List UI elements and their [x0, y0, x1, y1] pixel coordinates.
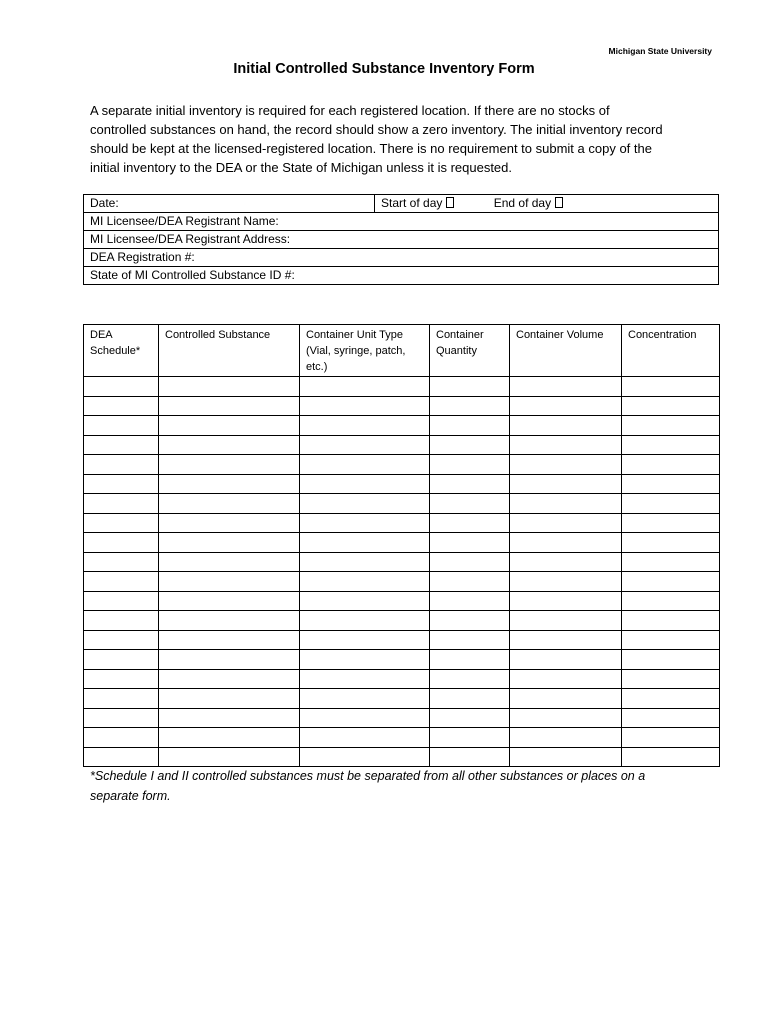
organization-name: Michigan State University: [608, 46, 712, 56]
inventory-body: [84, 377, 720, 767]
cell-container-volume[interactable]: [510, 669, 622, 689]
cell-dea-schedule[interactable]: [84, 533, 159, 553]
cell-controlled-substance[interactable]: [159, 513, 300, 533]
registrant-name-label: MI Licensee/DEA Registrant Name:: [90, 214, 279, 228]
header-text-line: Container: [436, 329, 484, 341]
intro-line: initial inventory to the DEA or the State of Michigan unless it is requested.: [90, 160, 513, 175]
cell-container-unit-type[interactable]: [300, 552, 430, 572]
cell-container-unit-type[interactable]: [300, 494, 430, 514]
inventory-table: [83, 324, 720, 767]
inventory-row: [84, 669, 720, 689]
cell-container-volume[interactable]: [510, 513, 622, 533]
cell-container-quantity[interactable]: [430, 669, 510, 689]
date-label: Date:: [90, 196, 119, 210]
start-of-day-checkbox[interactable]: [446, 197, 454, 208]
inventory-row: [84, 591, 720, 611]
cell-dea-schedule[interactable]: [84, 650, 159, 670]
cell-container-quantity[interactable]: [430, 611, 510, 631]
cell-controlled-substance[interactable]: [159, 474, 300, 494]
inventory-row: [84, 416, 720, 436]
cell-container-quantity[interactable]: [430, 708, 510, 728]
inventory-row: [84, 728, 720, 748]
inventory-row: [84, 377, 720, 397]
cell-dea-schedule[interactable]: [84, 689, 159, 709]
cell-concentration[interactable]: [622, 533, 720, 553]
registrant-info-table: [83, 194, 719, 285]
cell-container-volume[interactable]: [510, 611, 622, 631]
cell-concentration[interactable]: [622, 435, 720, 455]
header-container-volume: [510, 325, 622, 377]
cell-container-unit-type[interactable]: [300, 611, 430, 631]
cell-concentration[interactable]: [622, 494, 720, 514]
cell-controlled-substance[interactable]: [159, 591, 300, 611]
cell-concentration[interactable]: [622, 455, 720, 475]
cell-dea-schedule[interactable]: [84, 669, 159, 689]
cell-container-unit-type[interactable]: [300, 396, 430, 416]
cell-container-volume[interactable]: [510, 455, 622, 475]
cell-controlled-substance[interactable]: [159, 650, 300, 670]
cell-controlled-substance[interactable]: [159, 377, 300, 397]
registrant-address-label: MI Licensee/DEA Registrant Address:: [90, 232, 291, 246]
cell-dea-schedule[interactable]: [84, 377, 159, 397]
cell-container-unit-type[interactable]: [300, 533, 430, 553]
registrant-name-field[interactable]: [84, 213, 719, 231]
cell-concentration[interactable]: [622, 377, 720, 397]
header-text-line: Concentration: [628, 329, 697, 341]
dea-registration-field[interactable]: [84, 249, 719, 267]
cell-concentration[interactable]: [622, 728, 720, 748]
inventory-row: [84, 455, 720, 475]
cell-dea-schedule[interactable]: [84, 552, 159, 572]
header-text-line: etc.): [306, 361, 328, 373]
dea-registration-row: [84, 249, 719, 267]
form-title: Initial Controlled Substance Inventory Form: [233, 61, 535, 77]
header-concentration: [622, 325, 720, 377]
cell-dea-schedule[interactable]: [84, 572, 159, 592]
address-row: [84, 231, 719, 249]
header-text-line: DEA: [90, 329, 113, 341]
cell-concentration[interactable]: [622, 416, 720, 436]
cell-controlled-substance[interactable]: [159, 396, 300, 416]
inventory-row: [84, 650, 720, 670]
cell-concentration[interactable]: [622, 474, 720, 494]
cell-concentration[interactable]: [622, 396, 720, 416]
cell-container-quantity[interactable]: [430, 552, 510, 572]
cell-container-volume[interactable]: [510, 591, 622, 611]
cell-container-unit-type[interactable]: [300, 513, 430, 533]
inventory-row: [84, 474, 720, 494]
inventory-header-row: [84, 325, 720, 377]
cell-container-quantity[interactable]: [430, 591, 510, 611]
name-row: [84, 213, 719, 231]
start-of-day-label: Start of day: [381, 196, 443, 210]
inventory-row: [84, 630, 720, 650]
header-container-unit-type: [300, 325, 430, 377]
cell-container-unit-type[interactable]: [300, 572, 430, 592]
cell-dea-schedule[interactable]: [84, 396, 159, 416]
header-text-line: (Vial, syringe, patch,: [306, 345, 406, 357]
cell-dea-schedule[interactable]: [84, 611, 159, 631]
footnote-line: separate form.: [90, 789, 171, 803]
state-id-row: [84, 267, 719, 285]
header-controlled-substance: [159, 325, 300, 377]
date-field[interactable]: [84, 195, 375, 213]
cell-container-unit-type[interactable]: [300, 650, 430, 670]
dea-registration-label: DEA Registration #:: [90, 250, 195, 264]
cell-container-volume[interactable]: [510, 474, 622, 494]
cell-container-volume[interactable]: [510, 689, 622, 709]
cell-container-unit-type[interactable]: [300, 591, 430, 611]
cell-container-quantity[interactable]: [430, 533, 510, 553]
cell-controlled-substance[interactable]: [159, 455, 300, 475]
cell-controlled-substance[interactable]: [159, 416, 300, 436]
cell-dea-schedule[interactable]: [84, 435, 159, 455]
cell-container-quantity[interactable]: [430, 435, 510, 455]
cell-container-volume[interactable]: [510, 377, 622, 397]
header-text-line: Quantity: [436, 345, 477, 357]
inventory-row: [84, 533, 720, 553]
cell-container-quantity[interactable]: [430, 416, 510, 436]
inventory-row: [84, 494, 720, 514]
cell-container-volume[interactable]: [510, 728, 622, 748]
cell-dea-schedule[interactable]: [84, 416, 159, 436]
header-text-line: Container Unit Type: [306, 329, 404, 341]
cell-container-unit-type[interactable]: [300, 669, 430, 689]
cell-controlled-substance[interactable]: [159, 689, 300, 709]
cell-concentration[interactable]: [622, 572, 720, 592]
footnote: [90, 766, 710, 806]
inventory-row: [84, 435, 720, 455]
cell-container-volume[interactable]: [510, 533, 622, 553]
cell-container-volume[interactable]: [510, 552, 622, 572]
cell-controlled-substance[interactable]: [159, 533, 300, 553]
header-dea-schedule: [84, 325, 159, 377]
cell-container-quantity[interactable]: [430, 650, 510, 670]
cell-dea-schedule[interactable]: [84, 455, 159, 475]
cell-container-volume[interactable]: [510, 396, 622, 416]
cell-container-volume[interactable]: [510, 630, 622, 650]
cell-dea-schedule[interactable]: [84, 513, 159, 533]
cell-container-volume[interactable]: [510, 747, 622, 767]
cell-controlled-substance[interactable]: [159, 435, 300, 455]
cell-concentration[interactable]: [622, 669, 720, 689]
cell-container-unit-type[interactable]: [300, 708, 430, 728]
header-text-line: Controlled Substance: [165, 329, 271, 341]
cell-controlled-substance[interactable]: [159, 572, 300, 592]
cell-container-unit-type[interactable]: [300, 435, 430, 455]
cell-concentration[interactable]: [622, 747, 720, 767]
cell-container-volume[interactable]: [510, 650, 622, 670]
cell-controlled-substance[interactable]: [159, 747, 300, 767]
cell-container-quantity[interactable]: [430, 474, 510, 494]
cell-dea-schedule[interactable]: [84, 474, 159, 494]
intro-line: controlled substances on hand, the record should show a zero inventory. The initial inventory record: [90, 122, 663, 137]
cell-controlled-substance[interactable]: [159, 669, 300, 689]
cell-concentration[interactable]: [622, 630, 720, 650]
cell-container-quantity[interactable]: [430, 747, 510, 767]
registrant-address-field[interactable]: [84, 231, 719, 249]
cell-container-unit-type[interactable]: [300, 728, 430, 748]
cell-container-unit-type[interactable]: [300, 416, 430, 436]
cell-dea-schedule[interactable]: [84, 747, 159, 767]
inventory-row: [84, 552, 720, 572]
cell-controlled-substance[interactable]: [159, 494, 300, 514]
cell-container-unit-type[interactable]: [300, 689, 430, 709]
inventory-row: [84, 611, 720, 631]
inventory-row: [84, 747, 720, 767]
cell-container-unit-type[interactable]: [300, 630, 430, 650]
cell-container-quantity[interactable]: [430, 494, 510, 514]
cell-dea-schedule[interactable]: [84, 708, 159, 728]
cell-container-unit-type[interactable]: [300, 455, 430, 475]
cell-dea-schedule[interactable]: [84, 630, 159, 650]
inventory-row: [84, 572, 720, 592]
cell-concentration[interactable]: [622, 708, 720, 728]
cell-concentration[interactable]: [622, 650, 720, 670]
intro-paragraph: [90, 101, 730, 177]
cell-container-quantity[interactable]: [430, 396, 510, 416]
date-row: [84, 195, 719, 213]
end-of-day-label: End of day: [493, 196, 552, 210]
intro-line: A separate initial inventory is required for each registered location. If there are no stocks of: [90, 103, 610, 118]
intro-line: should be kept at the licensed-registered location. There is no requirement to submit a copy of the: [90, 141, 652, 156]
cell-container-volume[interactable]: [510, 572, 622, 592]
inventory-row: [84, 708, 720, 728]
cell-dea-schedule[interactable]: [84, 494, 159, 514]
time-of-day-cell: [375, 195, 719, 213]
footnote-line: *Schedule I and II controlled substances must be separated from all other substances or places on a: [90, 769, 646, 783]
cell-container-volume[interactable]: [510, 708, 622, 728]
cell-container-unit-type[interactable]: [300, 474, 430, 494]
inventory-row: [84, 513, 720, 533]
cell-concentration[interactable]: [622, 591, 720, 611]
cell-concentration[interactable]: [622, 611, 720, 631]
cell-container-volume[interactable]: [510, 435, 622, 455]
cell-concentration[interactable]: [622, 513, 720, 533]
cell-controlled-substance[interactable]: [159, 611, 300, 631]
cell-container-quantity[interactable]: [430, 455, 510, 475]
header-text-line: Container Volume: [516, 329, 604, 341]
cell-dea-schedule[interactable]: [84, 591, 159, 611]
cell-container-volume[interactable]: [510, 416, 622, 436]
cell-container-quantity[interactable]: [430, 513, 510, 533]
cell-controlled-substance[interactable]: [159, 552, 300, 572]
cell-container-quantity[interactable]: [430, 689, 510, 709]
cell-controlled-substance[interactable]: [159, 728, 300, 748]
cell-controlled-substance[interactable]: [159, 708, 300, 728]
header-container-quantity: [430, 325, 510, 377]
cell-container-quantity[interactable]: [430, 572, 510, 592]
cell-dea-schedule[interactable]: [84, 728, 159, 748]
cell-container-unit-type[interactable]: [300, 377, 430, 397]
cell-controlled-substance[interactable]: [159, 630, 300, 650]
cell-concentration[interactable]: [622, 552, 720, 572]
end-of-day-checkbox[interactable]: [555, 197, 563, 208]
inventory-row: [84, 396, 720, 416]
cell-container-quantity[interactable]: [430, 630, 510, 650]
cell-container-quantity[interactable]: [430, 377, 510, 397]
cell-container-unit-type[interactable]: [300, 747, 430, 767]
state-id-field[interactable]: [84, 267, 719, 285]
inventory-row: [84, 689, 720, 709]
cell-concentration[interactable]: [622, 689, 720, 709]
cell-container-quantity[interactable]: [430, 728, 510, 748]
header-text-line: Schedule*: [90, 345, 141, 357]
state-id-label: State of MI Controlled Substance ID #:: [90, 268, 295, 282]
cell-container-volume[interactable]: [510, 494, 622, 514]
